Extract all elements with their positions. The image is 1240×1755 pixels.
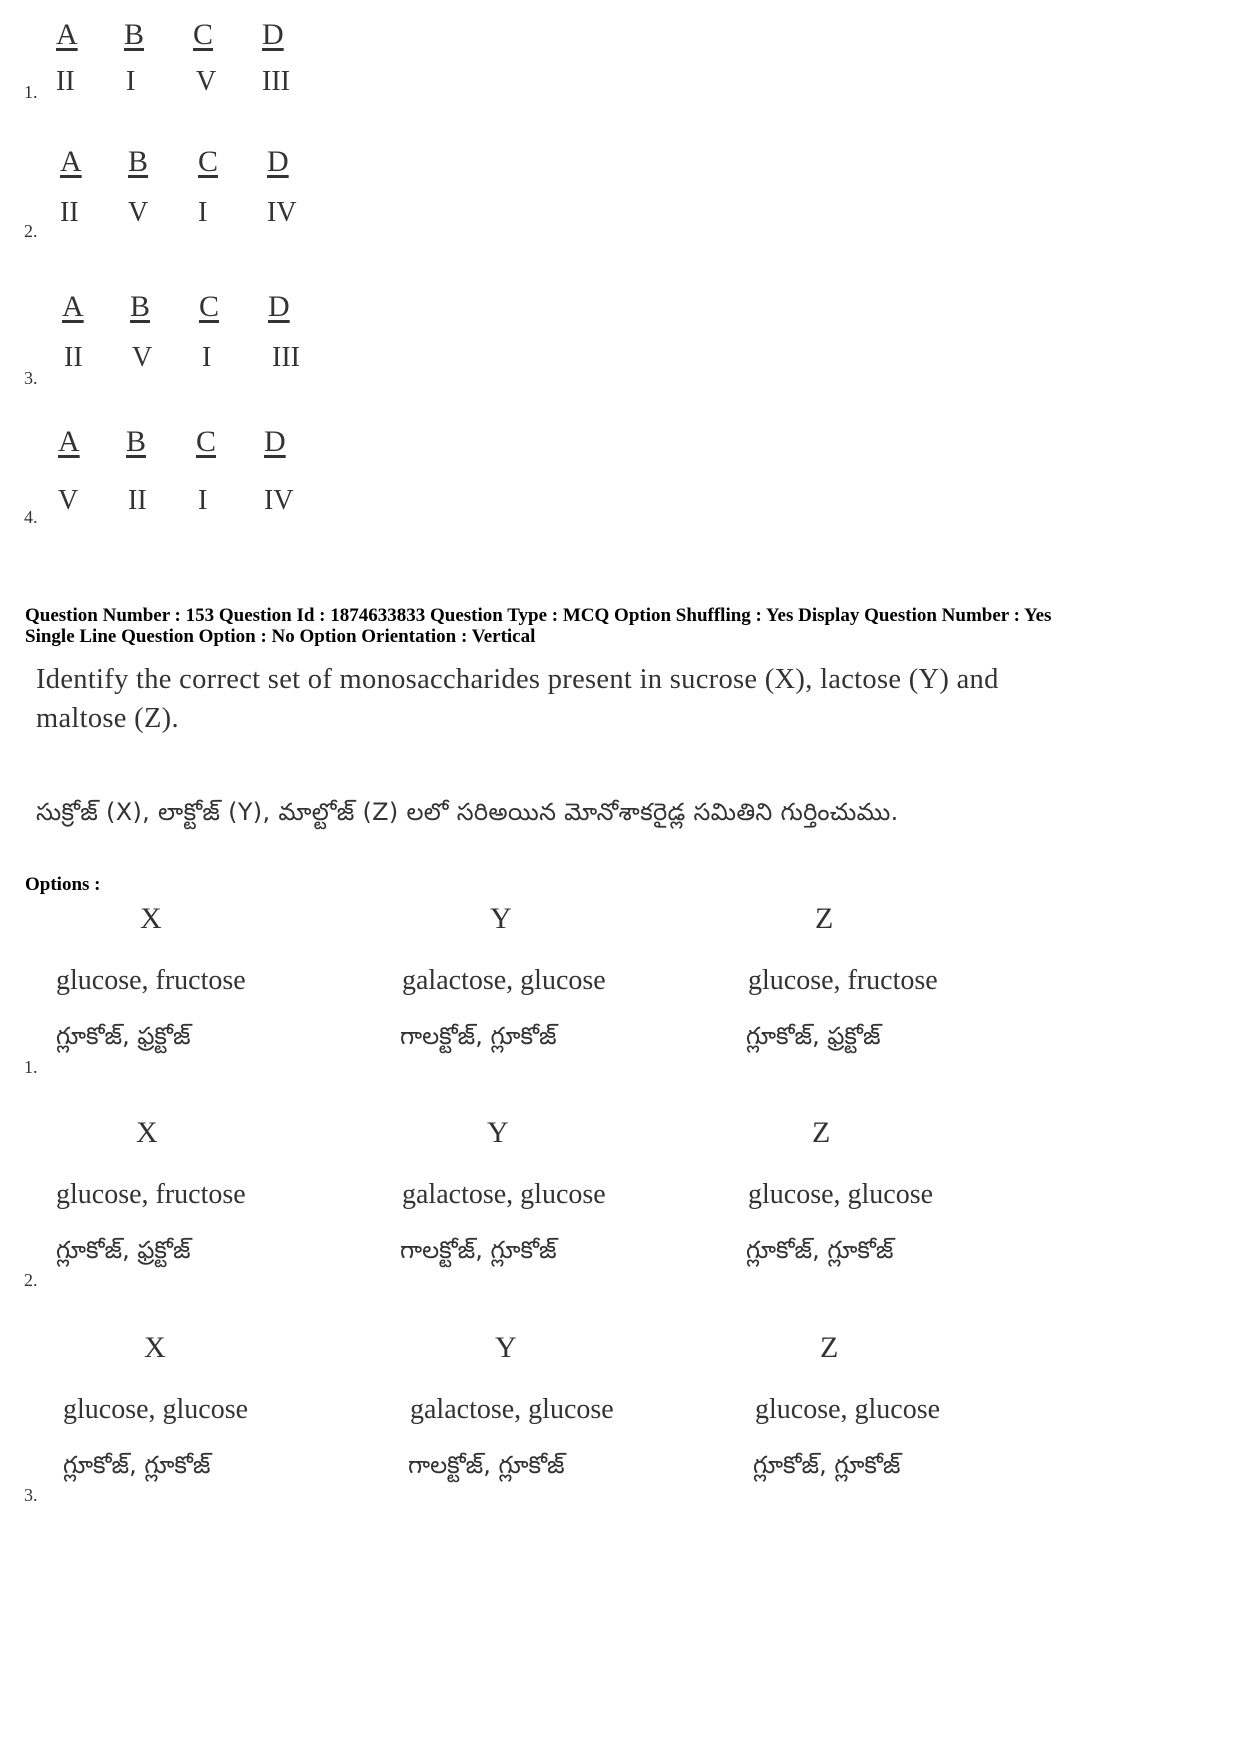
col-header-c: C — [199, 290, 220, 323]
col-header-d: D — [262, 18, 284, 51]
option-z-te: గ్లూకోజ్, ఫ్రక్టోజ్ — [746, 1022, 881, 1050]
col-header-z: Z — [812, 1116, 831, 1149]
value-d: IV — [267, 197, 297, 228]
options-label: Options : — [25, 874, 101, 895]
prev-option-4 — [0, 425, 400, 525]
value-b: II — [128, 485, 147, 516]
value-a: II — [64, 342, 83, 373]
value-a: V — [58, 485, 79, 516]
option-x-en: glucose, glucose — [63, 1394, 249, 1425]
question-text-en-line1: Identify the correct set of monosaccharides present in sucrose (X), lactose (Y) and — [36, 664, 999, 695]
prev-option-3 — [0, 290, 400, 390]
question-meta-line1: Question Number : 153 Question Id : 1874633833 Question Type : MCQ Option Shuffling : Yes Display Question Number : Yes — [25, 605, 1052, 626]
option-y-te: గాలక్టోజ్, గ్లూకోజ్ — [400, 1236, 557, 1264]
col-header-d: D — [268, 290, 290, 323]
value-b: V — [128, 197, 149, 228]
prev-option-1 — [0, 18, 400, 118]
option-number: 1. — [24, 82, 38, 102]
option-number: 2. — [24, 221, 38, 241]
option-x-en: glucose, fructose — [56, 1179, 246, 1210]
col-header-y: Y — [487, 1116, 509, 1149]
option-z-en: glucose, glucose — [755, 1394, 941, 1425]
question-text-en-line2: maltose (Z). — [36, 703, 179, 734]
option-x-te: గ్లూకోజ్, ఫ్రక్టోజ్ — [56, 1236, 191, 1264]
col-header-a: A — [62, 290, 84, 323]
option-x-te: గ్లూకోజ్, గ్లూకోజ్ — [63, 1451, 211, 1479]
value-c: I — [198, 197, 208, 228]
value-d: IV — [264, 485, 294, 516]
option-number: 3. — [24, 368, 38, 388]
value-c: I — [202, 342, 212, 373]
col-header-a: A — [56, 18, 78, 51]
value-d: III — [262, 66, 290, 97]
col-header-c: C — [193, 18, 214, 51]
col-header-d: D — [264, 425, 286, 458]
col-header-b: B — [126, 425, 147, 458]
option-number: 4. — [24, 507, 38, 527]
col-header-z: Z — [815, 902, 834, 935]
option-number: 3. — [24, 1485, 38, 1505]
option-y-en: galactose, glucose — [402, 965, 606, 996]
col-header-x: X — [144, 1331, 166, 1364]
col-header-b: B — [128, 145, 149, 178]
option-number: 1. — [24, 1057, 38, 1077]
option-y-en: galactose, glucose — [402, 1179, 606, 1210]
prev-option-2 — [0, 145, 400, 245]
option-number: 2. — [24, 1270, 38, 1290]
value-c: I — [198, 485, 208, 516]
col-header-a: A — [60, 145, 82, 178]
option-y-te: గాలక్టోజ్, గ్లూకోజ్ — [408, 1451, 565, 1479]
col-header-z: Z — [820, 1331, 839, 1364]
option-z-te: గ్లూకోజ్, గ్లూకోజ్ — [746, 1236, 894, 1264]
col-header-b: B — [130, 290, 151, 323]
option-y-te: గాలక్టోజ్, గ్లూకోజ్ — [400, 1022, 557, 1050]
value-a: II — [60, 197, 79, 228]
question-meta-line2: Single Line Question Option : No Option Orientation : Vertical — [25, 626, 536, 647]
col-header-y: Y — [495, 1331, 517, 1364]
col-header-y: Y — [490, 902, 512, 935]
col-header-b: B — [124, 18, 145, 51]
col-header-d: D — [267, 145, 289, 178]
option-x-en: glucose, fructose — [56, 965, 246, 996]
col-header-c: C — [198, 145, 219, 178]
value-b: I — [126, 66, 136, 97]
col-header-x: X — [140, 902, 162, 935]
value-c: V — [196, 66, 217, 97]
option-z-te: గ్లూకోజ్, గ్లూకోజ్ — [753, 1451, 901, 1479]
value-b: V — [132, 342, 153, 373]
col-header-a: A — [58, 425, 80, 458]
option-z-en: glucose, fructose — [748, 965, 938, 996]
question-text-te: సుక్రోజ్ (X), లాక్టోజ్ (Y), మాల్టోజ్ (Z) లలో సరిఅయిన మోనోశాకరైడ్ల సమితిని గుర్తించుము. — [36, 798, 899, 826]
value-a: II — [56, 66, 75, 97]
option-y-en: galactose, glucose — [410, 1394, 614, 1425]
col-header-c: C — [196, 425, 217, 458]
option-x-te: గ్లూకోజ్, ఫ్రక్టోజ్ — [56, 1022, 191, 1050]
col-header-x: X — [136, 1116, 158, 1149]
value-d: III — [272, 342, 300, 373]
option-z-en: glucose, glucose — [748, 1179, 934, 1210]
